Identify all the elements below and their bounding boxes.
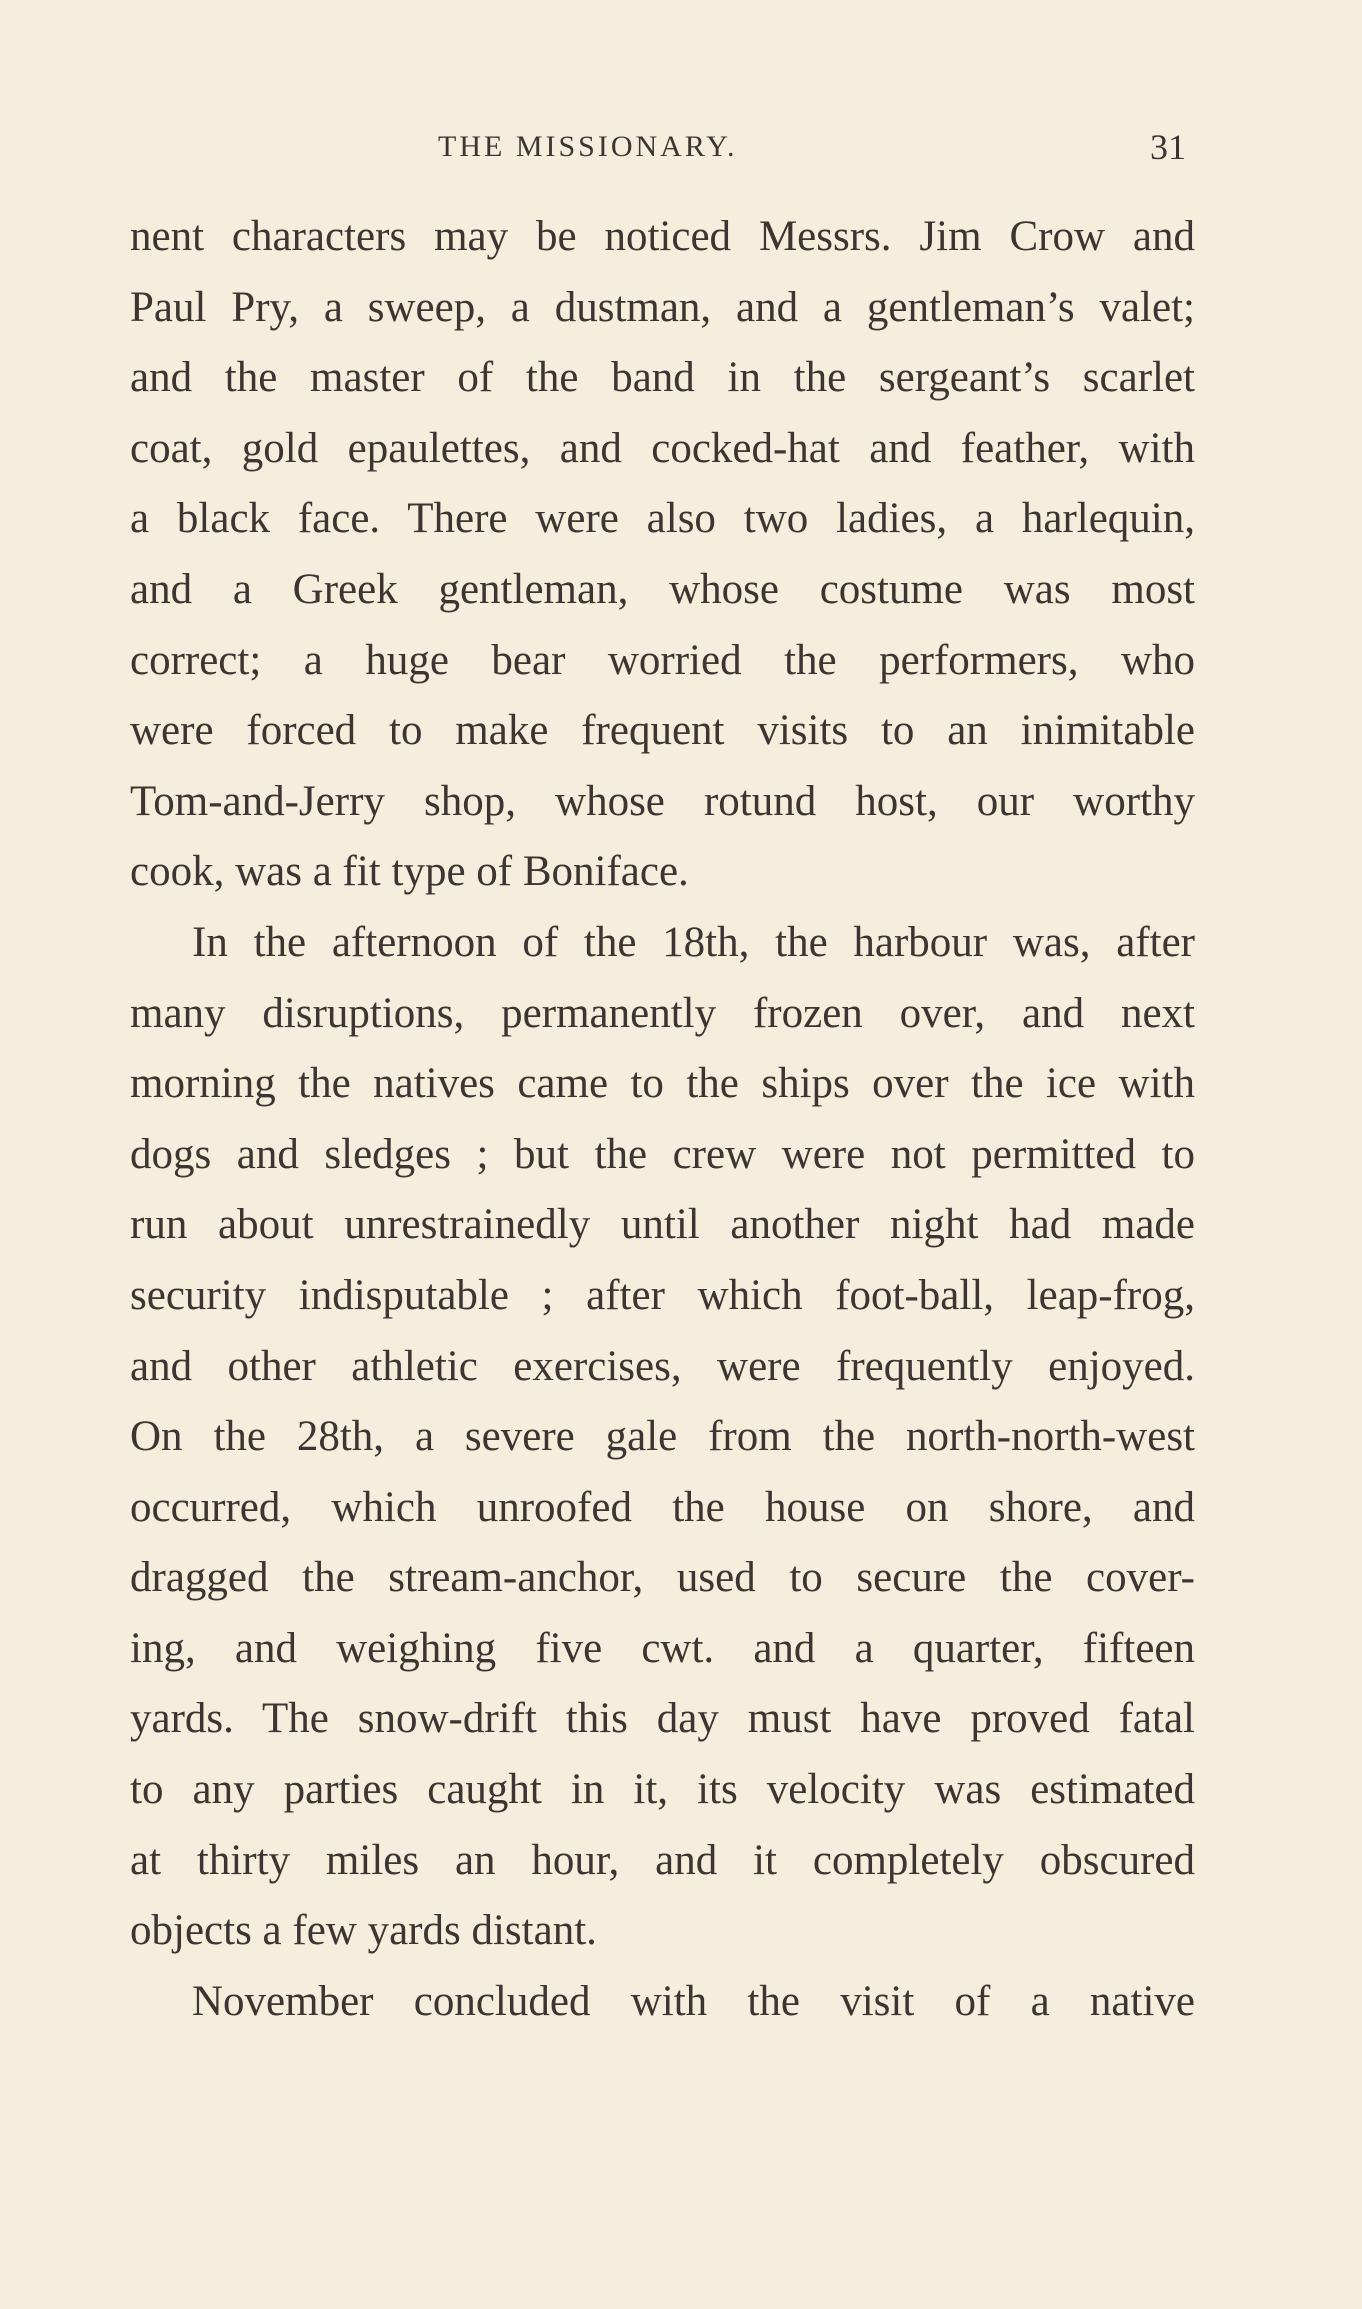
page-header [0, 122, 1362, 172]
text-line: morning the natives came to the ships over the ice with [130, 1060, 1195, 1108]
text-line: and the master of the band in the sergeant’s scarlet [130, 354, 1195, 402]
text-line: On the 28th, a severe gale from the north-north-west [130, 1413, 1195, 1461]
running-title: THE MISSIONARY. [438, 130, 738, 163]
text-line: were forced to make frequent visits to an inimitable [130, 707, 1195, 755]
text-line: coat, gold epaulettes, and cocked-hat and feather, with [130, 424, 1195, 472]
text-line: and a Greek gentleman, whose costume was most [130, 565, 1195, 613]
text-line: run about unrestrainedly until another night had made [130, 1201, 1195, 1249]
text-line: yards. The snow-drift this day must have proved fatal [130, 1695, 1195, 1743]
text-line: Tom-and-Jerry shop, whose rotund host, our worthy [130, 777, 1195, 825]
text-line: dogs and sledges ; but the crew were not permitted to [130, 1130, 1195, 1178]
text-line: objects a few yards distant. [130, 1907, 597, 1955]
text-line: a black face. There were also two ladies, a harlequin, [130, 495, 1195, 543]
body-text [130, 202, 1195, 2037]
page-number: 31 [1150, 127, 1186, 167]
text-line: In the afternoon of the 18th, the harbour was, after [192, 918, 1195, 966]
text-line: ing, and weighing five cwt. and a quarter, fifteen [130, 1624, 1195, 1672]
text-line: occurred, which unroofed the house on shore, and [130, 1483, 1195, 1531]
text-line: correct; a huge bear worried the performers, who [130, 636, 1195, 684]
text-line: cook, was a fit type of Boniface. [130, 848, 689, 896]
text-line: and other athletic exercises, were frequently enjoyed. [130, 1342, 1195, 1390]
text-line: security indisputable ; after which foot-ball, leap-frog, [130, 1271, 1195, 1319]
text-line: to any parties caught in it, its velocity was estimated [130, 1766, 1195, 1814]
text-line: November concluded with the visit of a native [192, 1977, 1195, 2025]
text-line: at thirty miles an hour, and it completely obscured [130, 1836, 1195, 1884]
text-line: Paul Pry, a sweep, a dustman, and a gentleman’s valet; [130, 283, 1195, 331]
text-line: nent characters may be noticed Messrs. Jim Crow and [130, 213, 1195, 260]
text-line: dragged the stream-anchor, used to secure the cover- [130, 1554, 1195, 1602]
text-line: many disruptions, permanently frozen over, and next [130, 989, 1195, 1037]
